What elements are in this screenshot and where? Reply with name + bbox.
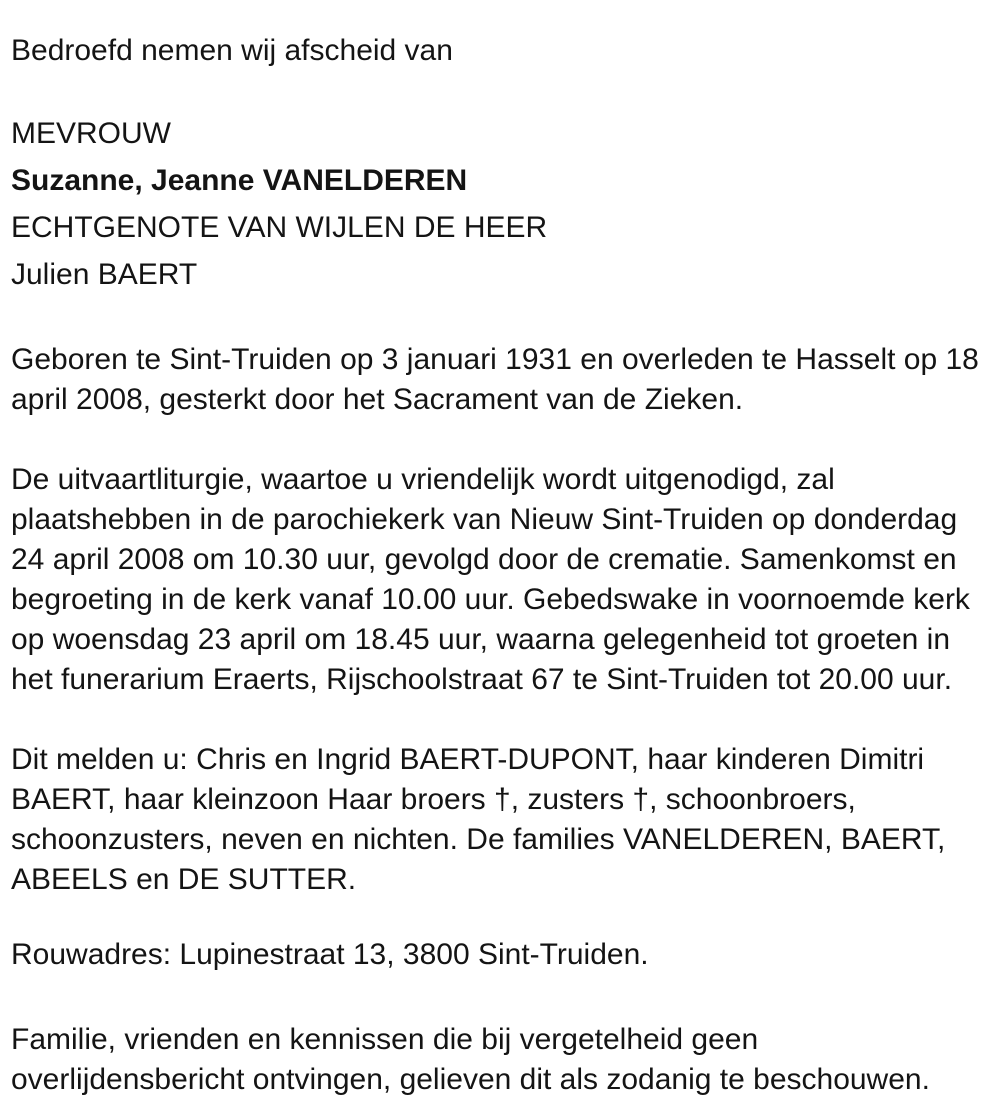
paragraph-life-dates	[11, 340, 990, 420]
text-line: De uitvaartliturgie, waartoe u vriendelijk wordt uitgenodigd, zal	[11, 463, 835, 496]
text-line: Geboren te Sint-Truiden op 3 januari 1931 en overleden te Hasselt op 18	[11, 343, 979, 376]
deceased-relation-line: ECHTGENOTE VAN WIJLEN DE HEER	[11, 211, 548, 244]
text-line: Dit melden u: Chris en Ingrid BAERT-DUPONT, haar kinderen Dimitri	[11, 743, 925, 776]
deceased-spouse-name: Julien BAERT	[11, 258, 198, 291]
paragraph-closing-notice	[11, 1020, 990, 1100]
deceased-header	[11, 110, 990, 298]
text-line: BAERT, haar kleinzoon Haar broers †, zusters †, schoonbroers,	[11, 783, 856, 816]
text-line: begroeting in de kerk vanaf 10.00 uur. Gebedswake in voornoemde kerk	[11, 583, 970, 616]
text-line: overlijdensbericht ontvingen, gelieven dit als zodanig te beschouwen.	[11, 1063, 930, 1096]
paragraph-family-announcement	[11, 740, 990, 900]
paragraph-funeral-details	[11, 460, 990, 700]
text-line: april 2008, gesterkt door het Sacrament van de Zieken.	[11, 383, 744, 416]
text-line: ABEELS en DE SUTTER.	[11, 863, 357, 896]
obituary-notice	[11, 31, 990, 1100]
text-line: schoonzusters, neven en nichten. De families VANELDEREN, BAERT,	[11, 823, 946, 856]
deceased-title: MEVROUW	[11, 117, 171, 150]
paragraph-mourning-address	[11, 935, 990, 975]
text-line: plaatshebben in de parochiekerk van Nieuw Sint-Truiden op donderdag	[11, 503, 958, 536]
text-line: het funerarium Eraerts, Rijschoolstraat 67 te Sint-Truiden tot 20.00 uur.	[11, 663, 953, 696]
text-line: op woensdag 23 april om 18.45 uur, waarna gelegenheid tot groeten in	[11, 623, 951, 656]
text-line: Familie, vrienden en kennissen die bij vergetelheid geen	[11, 1023, 759, 1056]
text-line: 24 april 2008 om 10.30 uur, gevolgd door de crematie. Samenkomst en	[11, 543, 957, 576]
deceased-name: Suzanne, Jeanne VANELDEREN	[11, 164, 468, 197]
text-line: Rouwadres: Lupinestraat 13, 3800 Sint-Truiden.	[11, 938, 649, 971]
intro-line: Bedroefd nemen wij afscheid van	[11, 34, 453, 67]
